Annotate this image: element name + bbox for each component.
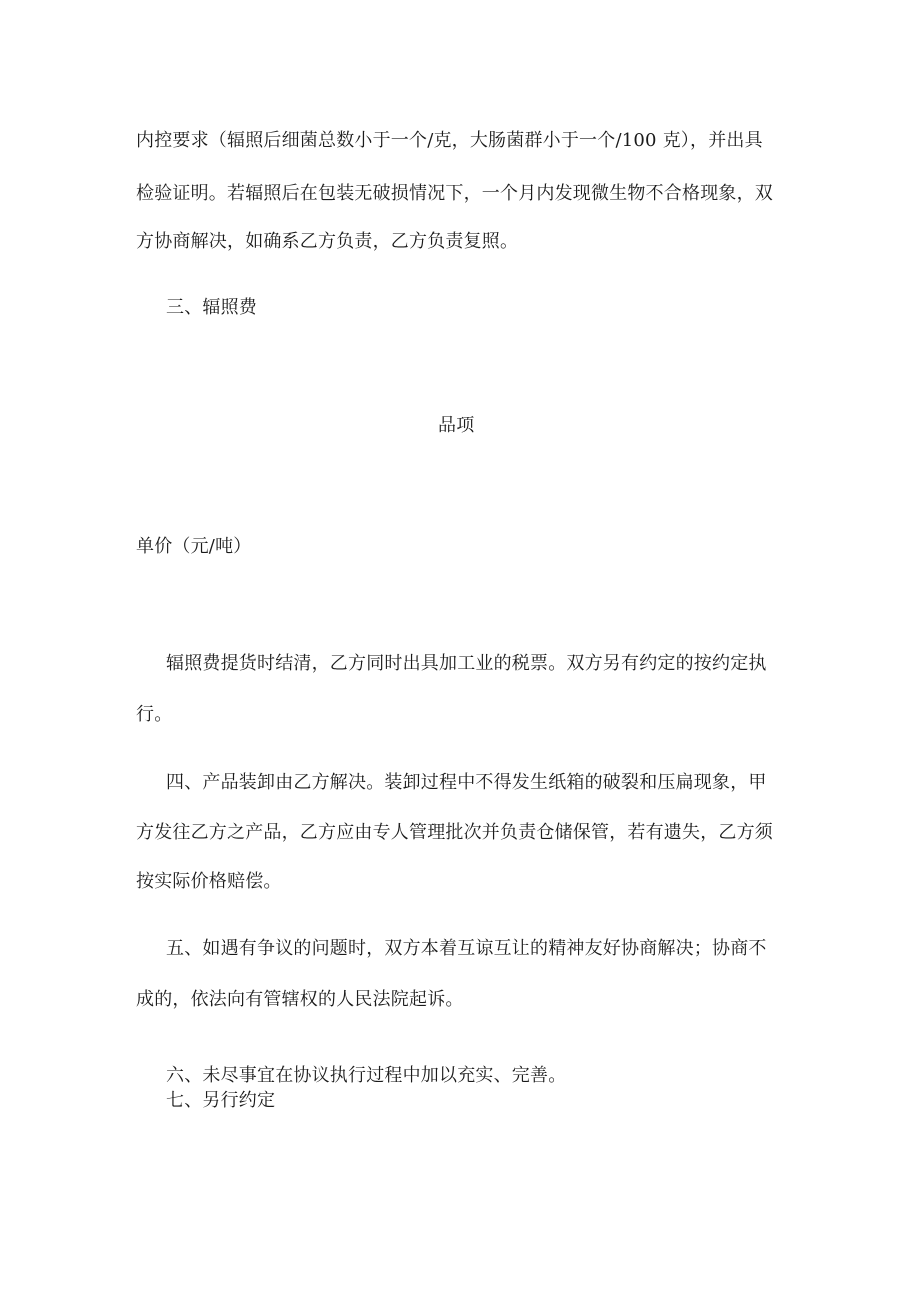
- quality-paragraph-line-1: 内控要求（辐照后细菌总数小于一个/克，大肠菌群小于一个/100 克），并出具: [136, 130, 763, 151]
- section-4-line-3: 按实际价格赔偿。: [136, 871, 282, 892]
- section-5-line-2: 成的，依法向有管辖权的人民法院起诉。: [136, 989, 464, 1010]
- section-5-line-1: 五、如遇有争议的问题时，双方本着互谅互让的精神友好协商解决；协商不: [166, 938, 767, 959]
- section-6-text: 六、未尽事宜在协议执行过程中加以充实、完善。: [166, 1065, 567, 1086]
- payment-paragraph-line-2: 行。: [136, 704, 173, 725]
- payment-paragraph-line-1: 辐照费提货时结清，乙方同时出具加工业的税票。双方另有约定的按约定执: [166, 653, 767, 674]
- quality-paragraph-line-3: 方协商解决，如确系乙方负责，乙方负责复照。: [136, 231, 519, 252]
- quality-paragraph-line-2: 检验证明。若辐照后在包装无破损情况下，一个月内发现微生物不合格现象，双: [136, 183, 773, 204]
- table-header-price: 单价（元/吨）: [136, 536, 252, 557]
- section-4-line-2: 方发往乙方之产品，乙方应由专人管理批次并负责仓储保管，若有遗失，乙方须: [136, 822, 773, 843]
- section-4-line-1: 四、产品装卸由乙方解决。装卸过程中不得发生纸箱的破裂和压扁现象，甲: [166, 772, 767, 793]
- section-7-text: 七、另行约定: [166, 1090, 276, 1111]
- table-header-item: 品项: [438, 415, 475, 436]
- section-3-heading: 三、辐照费: [166, 297, 257, 318]
